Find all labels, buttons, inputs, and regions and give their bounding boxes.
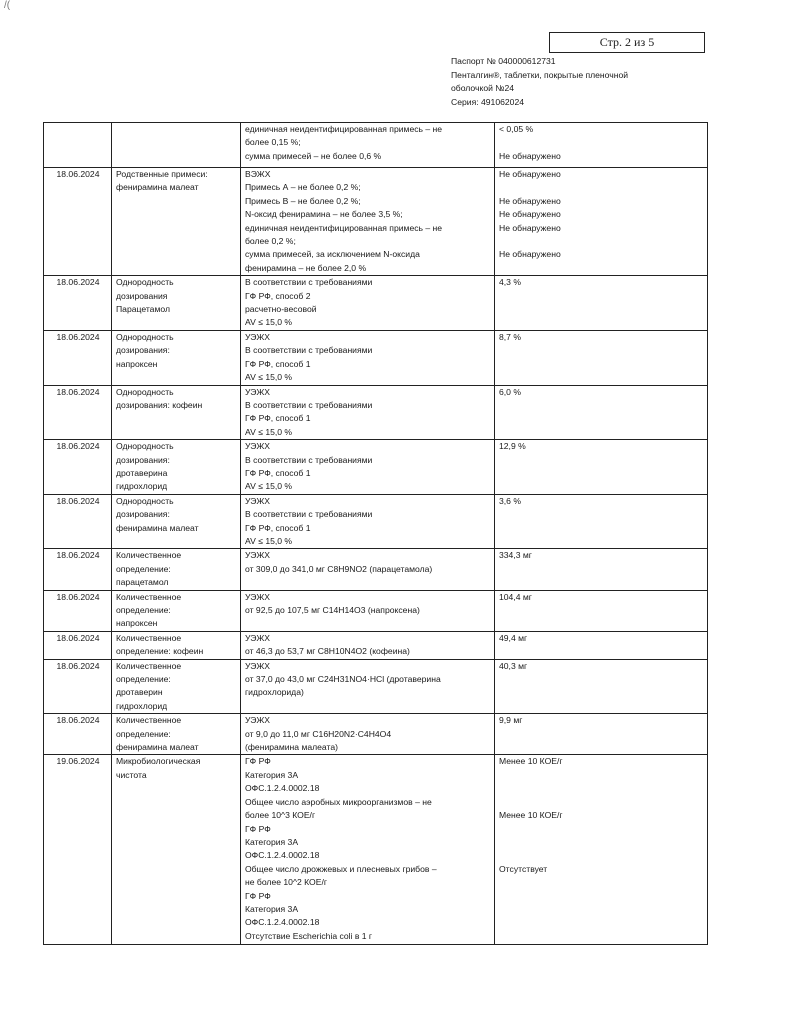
test-result-line: 334,3 мг <box>499 550 532 561</box>
test-result <box>495 330 708 385</box>
test-result-line: Не обнаружено <box>499 150 561 161</box>
test-result-line: 49,4 мг <box>499 632 528 643</box>
test-name-line: Количественное <box>116 550 182 561</box>
test-result <box>495 440 708 495</box>
test-method-line: расчетно-весовой <box>245 304 317 315</box>
test-date: 18.06.2024 <box>44 440 112 495</box>
test-method <box>241 168 495 276</box>
test-method-line: Примесь А – не более 0,2 %; <box>245 182 361 193</box>
test-method-line: В соответствии с требованиями <box>245 277 373 288</box>
table-row <box>44 330 708 385</box>
test-name <box>112 385 241 440</box>
test-name-line: дозирования: кофеин <box>116 399 203 410</box>
test-method-line: Категория 3А <box>245 769 299 780</box>
test-name <box>112 631 241 659</box>
test-date <box>44 123 112 168</box>
table-row <box>44 549 708 590</box>
test-method-line: более 10^3 КОЕ/г <box>245 810 316 821</box>
test-method <box>241 494 495 549</box>
test-result <box>495 631 708 659</box>
test-result-line: 40,3 мг <box>499 660 528 671</box>
test-method-line: от 46,3 до 53,7 мг C8H10N4O2 (кофеина) <box>245 646 410 657</box>
test-name <box>112 494 241 549</box>
test-name-line: напроксен <box>116 618 158 629</box>
test-name-line: Однородность <box>116 277 174 288</box>
test-name-line: Количественное <box>116 660 182 671</box>
table-row <box>44 659 708 714</box>
test-method-line: AV ≤ 15,0 % <box>245 372 293 383</box>
test-method-line: от 37,0 до 43,0 мг C24H31NO4·HCl (дротаверина <box>245 674 441 685</box>
test-results-body <box>44 123 708 945</box>
table-row <box>44 755 708 945</box>
product-name-line1: Пенталгин®, таблетки, покрытые пленочной <box>451 69 629 80</box>
test-method-line: ГФ РФ, способ 1 <box>245 358 311 369</box>
test-method-line: от 309,0 до 341,0 мг C8H9NO2 (парацетамола) <box>245 563 433 574</box>
test-name-line: определение: <box>116 563 171 574</box>
test-method-line: В соответствии с требованиями <box>245 345 373 356</box>
test-name-line: Родственные примеси: <box>116 169 208 179</box>
test-method <box>241 590 495 631</box>
test-method <box>241 755 495 945</box>
test-date: 19.06.2024 <box>44 755 112 945</box>
test-method-line: УЭЖХ <box>245 386 271 397</box>
test-date: 18.06.2024 <box>44 590 112 631</box>
test-name-line: Микробиологическая <box>116 756 201 767</box>
test-name-line: дозирования <box>116 290 168 301</box>
test-name-line: фенирамина малеат <box>116 522 199 533</box>
test-name-line: напроксен <box>116 358 158 369</box>
test-method-line: УЭЖХ <box>245 591 271 602</box>
test-method-line: Категория 3А <box>245 836 299 847</box>
test-method-line: УЭЖХ <box>245 331 271 342</box>
test-method-line: УЭЖХ <box>245 632 271 643</box>
test-name-line: дозирования: <box>116 509 170 520</box>
test-result-line: 8,7 % <box>499 331 521 342</box>
test-method-line: (фенирамина малеата) <box>245 742 338 753</box>
test-method-line: Общее число аэробных микроорганизмов – не <box>245 796 432 807</box>
test-date: 18.06.2024 <box>44 276 112 331</box>
test-method-line: не более 10^2 КОЕ/г <box>245 877 327 888</box>
test-method-line: единичная неидентифицированная примесь – не <box>245 222 443 233</box>
test-name-line: Однородность <box>116 441 174 452</box>
test-name <box>112 714 241 755</box>
test-method-line: единичная неидентифицированная примесь – не <box>245 124 443 134</box>
series-number: Серия: 491062024 <box>451 96 525 107</box>
test-method-line: сумма примесей – не более 0,6 % <box>245 150 382 161</box>
test-date: 18.06.2024 <box>44 330 112 385</box>
test-result-line: 104,4 мг <box>499 591 532 602</box>
test-method-line: ОФС.1.2.4.0002.18 <box>245 850 320 861</box>
table-row <box>44 494 708 549</box>
table-row <box>44 631 708 659</box>
test-method-line: ГФ РФ, способ 2 <box>245 290 311 301</box>
test-result-line: Не обнаружено <box>499 209 561 220</box>
test-method <box>241 440 495 495</box>
test-method-line: ГФ РФ, способ 1 <box>245 467 311 478</box>
test-name-line: определение: <box>116 674 171 685</box>
test-result <box>495 168 708 276</box>
test-name-line: Однородность <box>116 331 174 342</box>
test-method-line: сумма примесей, за исключением N-оксида <box>245 249 420 260</box>
test-result-line: Не обнаружено <box>499 222 561 233</box>
test-result-line: Не обнаружено <box>499 195 561 206</box>
test-result-line: Не обнаружено <box>499 249 561 260</box>
test-method-line: Отсутствие Escherichia coli в 1 г <box>245 930 373 941</box>
test-date: 18.06.2024 <box>44 385 112 440</box>
test-name-line: гидрохлорид <box>116 481 168 492</box>
test-date: 18.06.2024 <box>44 631 112 659</box>
test-results-table <box>43 122 708 945</box>
test-name-line: Количественное <box>116 632 182 643</box>
test-method-line: фенирамина – не более 2,0 % <box>245 262 367 273</box>
test-method-line: ГФ РФ <box>245 890 271 901</box>
test-name <box>112 168 241 276</box>
test-method-line: AV ≤ 15,0 % <box>245 317 293 328</box>
test-name-line: определение: <box>116 605 171 615</box>
test-method <box>241 549 495 590</box>
test-date: 18.06.2024 <box>44 494 112 549</box>
test-result-line: < 0,05 % <box>499 124 534 134</box>
corner-mark: /( <box>4 0 11 11</box>
test-method <box>241 330 495 385</box>
test-name-line: парацетамол <box>116 577 169 588</box>
test-method-line: ВЭЖХ <box>245 169 271 179</box>
test-name-line: Количественное <box>116 715 182 726</box>
test-date: 18.06.2024 <box>44 659 112 714</box>
test-method <box>241 659 495 714</box>
test-name <box>112 549 241 590</box>
test-method-line: УЭЖХ <box>245 550 271 561</box>
test-result <box>495 123 708 168</box>
test-result-line <box>499 836 704 849</box>
test-result-line <box>499 181 704 194</box>
test-method-line: N-оксид фенирамина – не более 3,5 %; <box>245 209 403 220</box>
test-method-line: УЭЖХ <box>245 495 271 506</box>
test-name-line: определение: кофеин <box>116 646 204 657</box>
test-name-line: дозирования: <box>116 345 170 356</box>
test-method-line: Общее число дрожжевых и плесневых грибов – <box>245 863 437 874</box>
test-name <box>112 440 241 495</box>
test-name-line: Парацетамол <box>116 304 170 315</box>
test-method-line: ОФС.1.2.4.0002.18 <box>245 783 320 794</box>
passport-number: Паспорт № 040000612731 <box>451 56 556 66</box>
test-result-line: 12,9 % <box>499 441 526 452</box>
test-name-line: чистота <box>116 769 147 780</box>
test-method <box>241 631 495 659</box>
test-name-line: дротаверин <box>116 687 163 698</box>
test-method-line: В соответствии с требованиями <box>245 454 373 465</box>
test-method-line: от 92,5 до 107,5 мг C14H14O3 (напроксена) <box>245 605 420 615</box>
table-row <box>44 168 708 276</box>
test-name-line: дозирования: <box>116 454 170 465</box>
test-method <box>241 123 495 168</box>
test-result <box>495 755 708 945</box>
page-number: Стр. 2 из 5 <box>549 32 705 53</box>
test-method-line: ГФ РФ, способ 1 <box>245 522 311 533</box>
test-method-line: AV ≤ 15,0 % <box>245 426 293 437</box>
test-result-line: Отсутствует <box>499 863 548 874</box>
test-name-line: фенирамина малеат <box>116 182 199 193</box>
table-row <box>44 590 708 631</box>
test-result <box>495 590 708 631</box>
test-date: 18.06.2024 <box>44 549 112 590</box>
test-method-line: гидрохлорида) <box>245 687 304 698</box>
test-method-line: AV ≤ 15,0 % <box>245 481 293 492</box>
test-result-line: 4,3 % <box>499 277 521 288</box>
product-name-line2: оболочкой №24 <box>451 83 515 93</box>
test-method-line: AV ≤ 15,0 % <box>245 535 293 546</box>
test-method-line: УЭЖХ <box>245 660 271 671</box>
test-date: 18.06.2024 <box>44 168 112 276</box>
test-name-line: Однородность <box>116 386 174 397</box>
test-result <box>495 276 708 331</box>
test-result <box>495 659 708 714</box>
test-method <box>241 385 495 440</box>
table-row <box>44 123 708 168</box>
test-result-line: Не обнаружено <box>499 169 561 179</box>
test-result-line <box>499 782 704 795</box>
test-method-line: В соответствии с требованиями <box>245 399 373 410</box>
test-date: 18.06.2024 <box>44 714 112 755</box>
test-result <box>495 494 708 549</box>
test-method-line: ГФ РФ <box>245 823 271 834</box>
test-result <box>495 714 708 755</box>
test-method-line: ГФ РФ <box>245 756 271 767</box>
test-name <box>112 659 241 714</box>
test-result-line <box>499 769 704 782</box>
test-name-line: гидрохлорид <box>116 700 168 711</box>
test-name <box>112 590 241 631</box>
test-method-line: Примесь В – не более 0,2 %; <box>245 195 361 206</box>
test-method-line: от 9,0 до 11,0 мг C16H20N2·C4H4O4 <box>245 728 392 739</box>
table-row <box>44 714 708 755</box>
test-result <box>495 385 708 440</box>
test-result-line <box>499 849 704 862</box>
test-name <box>112 755 241 945</box>
test-result-line <box>499 796 704 809</box>
test-method-line: ГФ РФ, способ 1 <box>245 413 311 424</box>
test-method-line: Категория 3А <box>245 903 299 914</box>
table-row <box>44 385 708 440</box>
test-method-line: УЭЖХ <box>245 715 271 726</box>
test-result-line: Менее 10 КОЕ/г <box>499 810 563 821</box>
test-result-line: 9,9 мг <box>499 715 523 726</box>
test-result-line <box>499 136 704 149</box>
test-result-line <box>499 235 704 248</box>
test-name <box>112 330 241 385</box>
test-result <box>495 549 708 590</box>
test-method-line: более 0,2 %; <box>245 236 296 247</box>
test-result-line <box>499 822 704 835</box>
test-name-line: Количественное <box>116 591 182 602</box>
test-method-line: более 0,15 %; <box>245 137 301 148</box>
test-name-line: дротаверина <box>116 467 168 478</box>
test-name-line: фенирамина малеат <box>116 742 199 753</box>
test-method-line: В соответствии с требованиями <box>245 509 373 520</box>
test-method-line: ОФС.1.2.4.0002.18 <box>245 917 320 928</box>
table-row <box>44 276 708 331</box>
test-name-line: Однородность <box>116 495 174 506</box>
table-row <box>44 440 708 495</box>
test-result-line: Менее 10 КОЕ/г <box>499 756 563 767</box>
test-name-line: определение: <box>116 728 171 739</box>
test-result-line: 6,0 % <box>499 386 521 397</box>
test-method-line: УЭЖХ <box>245 441 271 452</box>
test-method <box>241 276 495 331</box>
test-name <box>112 123 241 168</box>
test-method <box>241 714 495 755</box>
test-result-line: 3,6 % <box>499 495 521 506</box>
test-name <box>112 276 241 331</box>
passport-header <box>451 55 628 109</box>
